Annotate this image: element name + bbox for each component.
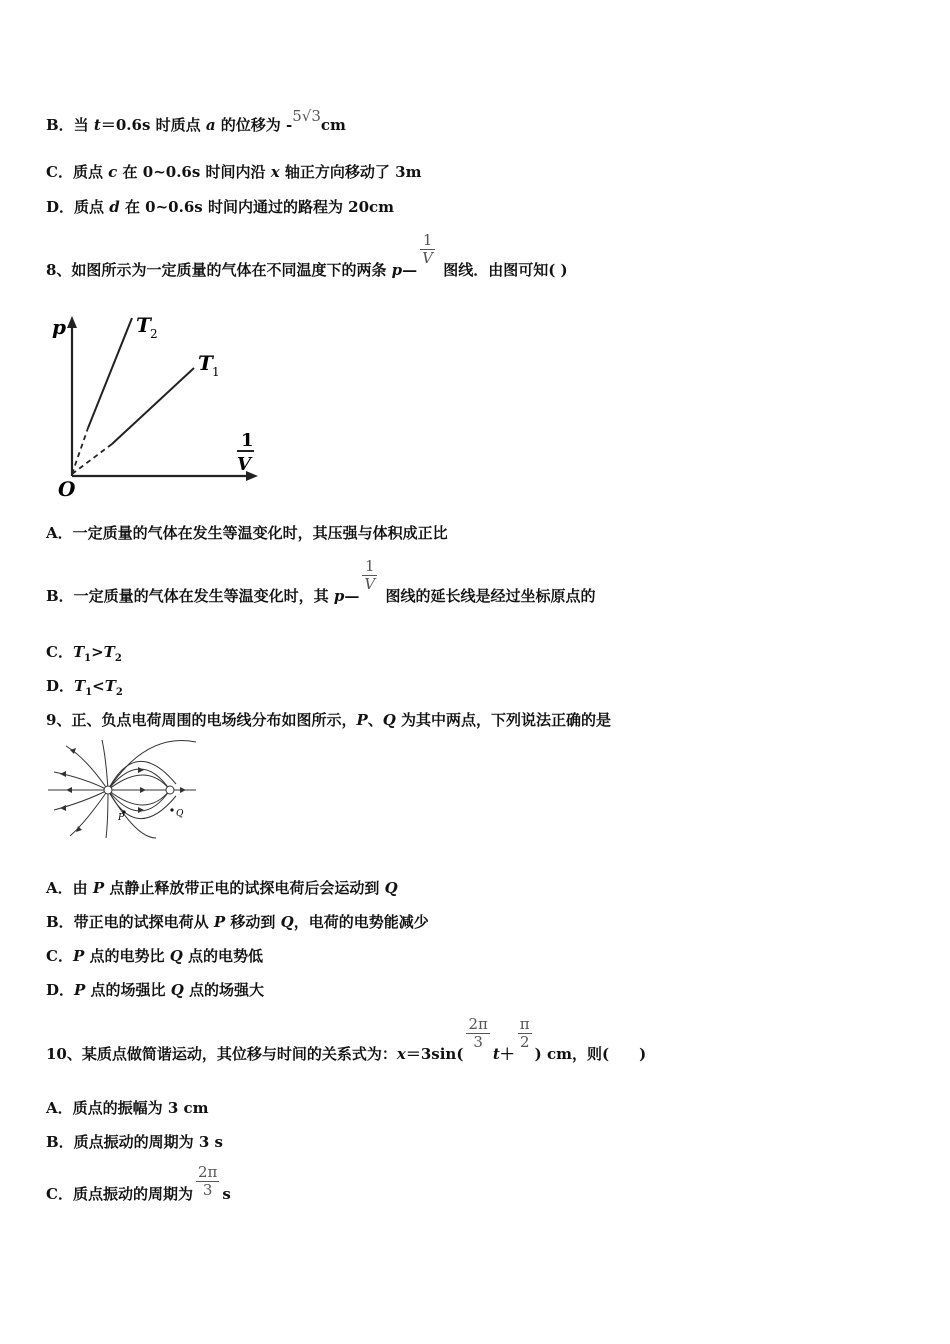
- t2-sub: 2: [150, 327, 158, 341]
- x-label-den: V: [237, 454, 251, 475]
- q10-option-c: C．质点振动的周期为 $\frac{2\pi}{3}$ s: [46, 1163, 231, 1203]
- q7-option-b: B．当 t＝0.6s 时质点 a 的位移为 -5√3cm: [46, 107, 346, 134]
- fraction: $\frac{2\pi}{3}$: [197, 1163, 218, 1199]
- q8-option-d: D．$T_1<T_2$: [46, 677, 123, 698]
- point-q: [170, 808, 173, 811]
- fraction: $\frac{1}{V}$: [422, 231, 434, 267]
- q9-stem: 9、正、负点电荷周围的电场线分布如图所示，P、Q 为其中两点，下列说法正确的是: [46, 711, 612, 729]
- y-label: p: [52, 315, 66, 339]
- negative-charge: [166, 786, 174, 794]
- positive-charge: [104, 786, 112, 794]
- q9-option-d: D．P 点的场强比 Q 点的场强大: [46, 981, 265, 999]
- y-axis-arrow: [67, 316, 77, 328]
- q7-option-c: C．质点 c 在 0~0.6s 时间内沿 x 轴正方向移动了 3m: [46, 163, 422, 181]
- q8-stem: 8、如图所示为一定质量的气体在不同温度下的两条 p— $\frac{1}{V}$ 图线．由图可知( ): [46, 231, 568, 279]
- q9-option-b: B．带正电的试探电荷从 P 移动到 Q，电荷的电势能减少: [46, 913, 429, 931]
- fraction: $\frac{2\pi}{3}$: [468, 1015, 488, 1051]
- p-inverse-v-graph: [46, 310, 276, 500]
- q7-option-d: D．质点 d 在 0~0.6s 时间内通过的路程为 20cm: [46, 198, 395, 216]
- t1-extension: [72, 444, 112, 474]
- q8-option-a: A．一定质量的气体在发生等温变化时，其压强与体积成正比: [46, 524, 448, 542]
- q10-option-a: A．质点的振幅为 3 cm: [46, 1099, 209, 1117]
- q9-option-a: A．由 P 点静止释放带正电的试探电荷后会运动到 Q: [46, 879, 398, 897]
- q-label: Q: [176, 809, 184, 819]
- t2-line: [88, 318, 132, 428]
- t1-line: [112, 368, 194, 444]
- fraction: $\frac{\pi}{2}$: [519, 1015, 530, 1051]
- origin-label: O: [58, 477, 76, 500]
- q8-option-c: C．$T_1>T_2$: [46, 643, 122, 664]
- t1-label: T: [198, 351, 213, 375]
- x-label-num: 1: [241, 430, 254, 451]
- p-label: P: [118, 813, 125, 823]
- q8-option-b: B．一定质量的气体在发生等温变化时，其 p— $\frac{1}{V}$ 图线的延长线是经过坐标原点的: [46, 557, 596, 605]
- t2-label: T: [136, 313, 151, 337]
- electric-field-figure: [46, 738, 206, 840]
- sqrt-value: 5√3: [292, 107, 321, 125]
- fraction: $\frac{1}{V}$: [364, 557, 376, 593]
- t1-sub: 1: [212, 365, 220, 379]
- q9-option-c: C．P 点的电势比 Q 点的电势低: [46, 947, 263, 965]
- q10-option-b: B．质点振动的周期为 3 s: [46, 1133, 224, 1151]
- q10-stem: 10、某质点做简谐运动，其位移与时间的关系式为：x＝3sin( $\frac{2\pi}{3}$ t＋ $\frac{\pi}{2}$ ) cm，则( ): [46, 1015, 647, 1063]
